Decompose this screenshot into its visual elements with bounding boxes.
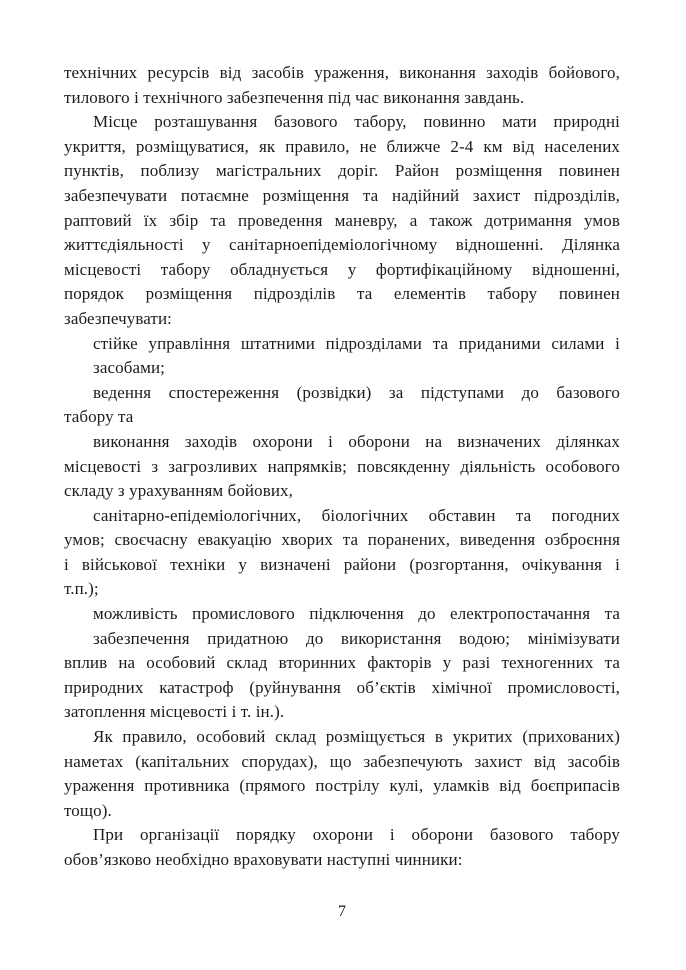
text-line: виконання заходів охорони і оборони на визначених ділянках xyxy=(93,431,620,451)
text-line: місцевості табору обладнується у фортифікаційному відношенні, xyxy=(64,259,620,279)
text-line: затоплення місцевості і т. ін.). xyxy=(64,702,285,722)
text-line: забезпечення придатною до використання водою; мінімізувати xyxy=(93,628,620,648)
text-line: умов; своєчасну евакуацію хворих та поранених, виведення озброєння xyxy=(64,530,620,550)
text-line: обов’язково необхідно враховувати наступні чинники: xyxy=(64,850,463,869)
text-line: порядок розміщення підрозділів та елементів табору повинен xyxy=(64,284,620,304)
text-line: забезпечувати: xyxy=(64,308,172,328)
text-line: тощо). xyxy=(64,800,112,820)
text-line: наметах (капітальних спорудах), що забезпечують захист від засобів xyxy=(64,751,620,771)
text-line: санітарно-епідеміологічних, біологічних обставин та погодних xyxy=(93,505,620,525)
text-line: пунктів, поблизу магістральних доріг. Район розміщення повинен xyxy=(64,161,620,181)
text-line: укриття, розміщуватися, як правило, не ближче 2-4 км від населених xyxy=(64,136,620,156)
text-line: раптовий їх збір та проведення маневру, а також дотримання умов xyxy=(64,210,620,230)
text-line: життєдіяльності у санітарноепідеміологічному відношенні. Ділянка xyxy=(64,235,620,255)
text-line: ураження противника (прямого пострілу кулі, уламків від боєприпасів xyxy=(64,776,620,796)
page-number: 7 xyxy=(338,903,346,920)
text-line: можливість промислового підключення до електропостачання та xyxy=(93,604,620,624)
text-line: табору та xyxy=(64,407,134,427)
text-block xyxy=(64,61,620,873)
text-line: стійке управління штатними підрозділами та приданими силами і xyxy=(93,333,620,353)
text-line: т.п.); xyxy=(64,579,99,599)
text-line: і військової техніки у визначені райони (розгортання, очікування і xyxy=(64,554,620,574)
text-line: Місце розташування базового табору, повинно мати природні xyxy=(93,112,620,132)
text-line: При організації порядку охорони і оборони базового табору xyxy=(93,825,620,845)
text-line: вплив на особовий склад вторинних факторів у разі техногенних та xyxy=(64,653,620,673)
text-line: Як правило, особовий склад розміщується в укритих (прихованих) xyxy=(93,727,620,747)
text-line: природних катастроф (руйнування об’єктів хімічної промисловості, xyxy=(64,677,620,697)
text-line: тилового і технічного забезпечення під час виконання завдань. xyxy=(64,87,525,107)
text-line: місцевості з загрозливих напрямків; повсякденну діяльність особового xyxy=(64,456,620,476)
text-line: засобами; xyxy=(93,358,165,378)
text-line: забезпечувати потаємне розміщення та надійний захист підрозділів, xyxy=(64,185,620,205)
text-line: складу з урахуванням бойових, xyxy=(64,481,293,501)
text-line: ведення спостереження (розвідки) за підступами до базового xyxy=(93,382,620,402)
text-line: технічних ресурсів від засобів ураження, виконання заходів бойового, xyxy=(64,63,620,82)
